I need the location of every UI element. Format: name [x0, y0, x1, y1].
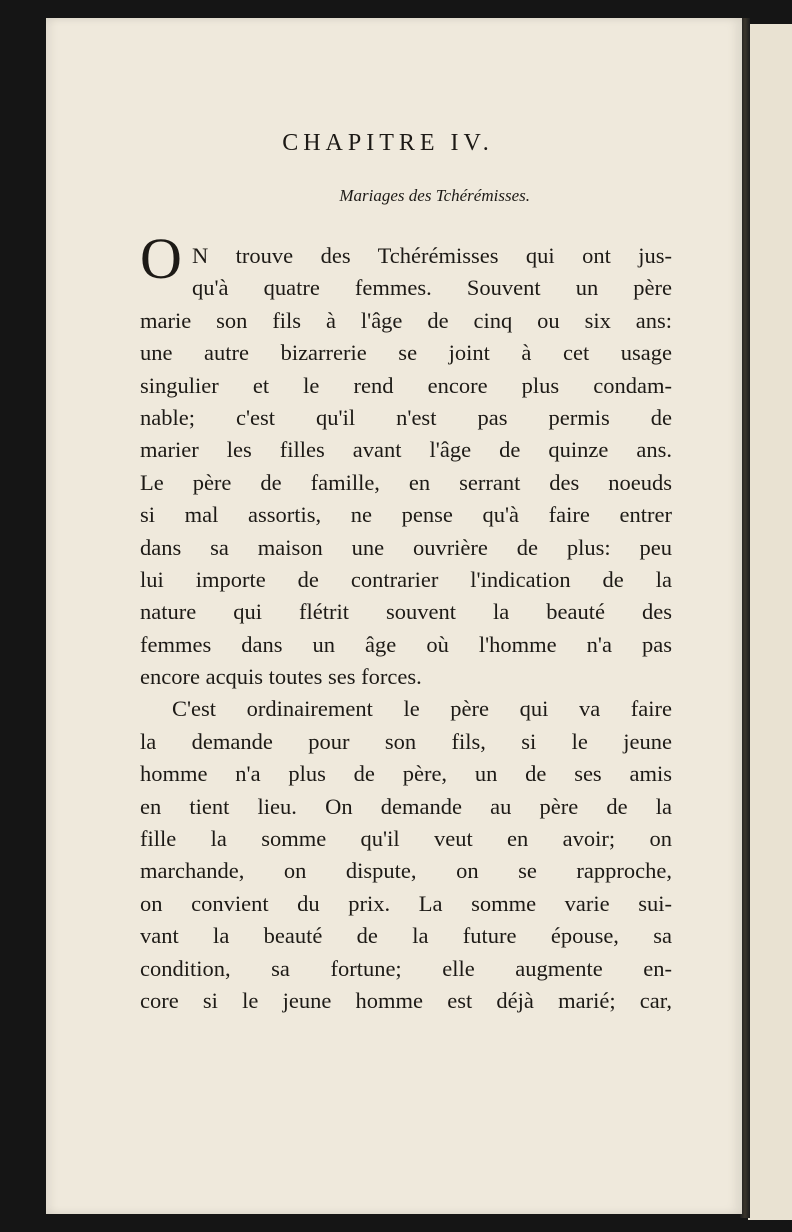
text-line: condition, sa fortune; elle augmente en-	[140, 955, 672, 981]
text-line: femmes dans un âge où l'homme n'a pas	[140, 631, 672, 657]
text-line: marchande, on dispute, on se rapproche,	[140, 858, 672, 884]
text-line: lui importe de contrarier l'indication de la	[140, 566, 672, 592]
text-line: marie son fils à l'âge de cinq ou six ans:	[140, 307, 672, 333]
text-line: fille la somme qu'il veut en avoir; on	[140, 826, 672, 852]
body-text	[140, 240, 672, 1017]
drop-cap: O	[140, 226, 182, 291]
text-line: qu'à quatre femmes. Souvent un père	[192, 275, 672, 301]
paragraph-1	[140, 240, 672, 693]
text-line: nature qui flétrit souvent la beauté des	[140, 599, 672, 625]
paragraph-2	[140, 693, 672, 1017]
facing-page-edge	[748, 24, 792, 1220]
text-line: N trouve des Tchérémisses qui ont jus-	[192, 243, 672, 268]
text-line: nable; c'est qu'il n'est pas permis de	[140, 404, 672, 430]
text-line: on convient du prix. La somme varie sui-	[140, 890, 672, 916]
text-line: Le père de famille, en serrant des noeuds	[140, 469, 672, 495]
text-line: une autre bizarrerie se joint à cet usage	[140, 340, 672, 366]
chapter-title: CHAPITRE IV.	[282, 130, 494, 156]
text-line: singulier et le rend encore plus condam-	[140, 372, 672, 398]
text-line: si mal assortis, ne pense qu'à faire entrer	[140, 502, 672, 528]
chapter-subtitle: Mariages des Tchérémisses.	[339, 186, 530, 205]
text-line: dans sa maison une ouvrière de plus: peu	[140, 534, 672, 560]
text-line: en tient lieu. On demande au père de la	[140, 793, 672, 819]
text-line: core si le jeune homme est déjà marié; car,	[140, 987, 672, 1013]
text-line: homme n'a plus de père, un de ses amis	[140, 761, 672, 787]
text-line: encore acquis toutes ses forces.	[140, 664, 422, 690]
text-line: marier les filles avant l'âge de quinze ans.	[140, 437, 672, 463]
text-line: vant la beauté de la future épouse, sa	[140, 923, 672, 949]
text-line: C'est ordinairement le père qui va faire	[172, 696, 672, 722]
text-line: la demande pour son fils, si le jeune	[140, 728, 672, 754]
